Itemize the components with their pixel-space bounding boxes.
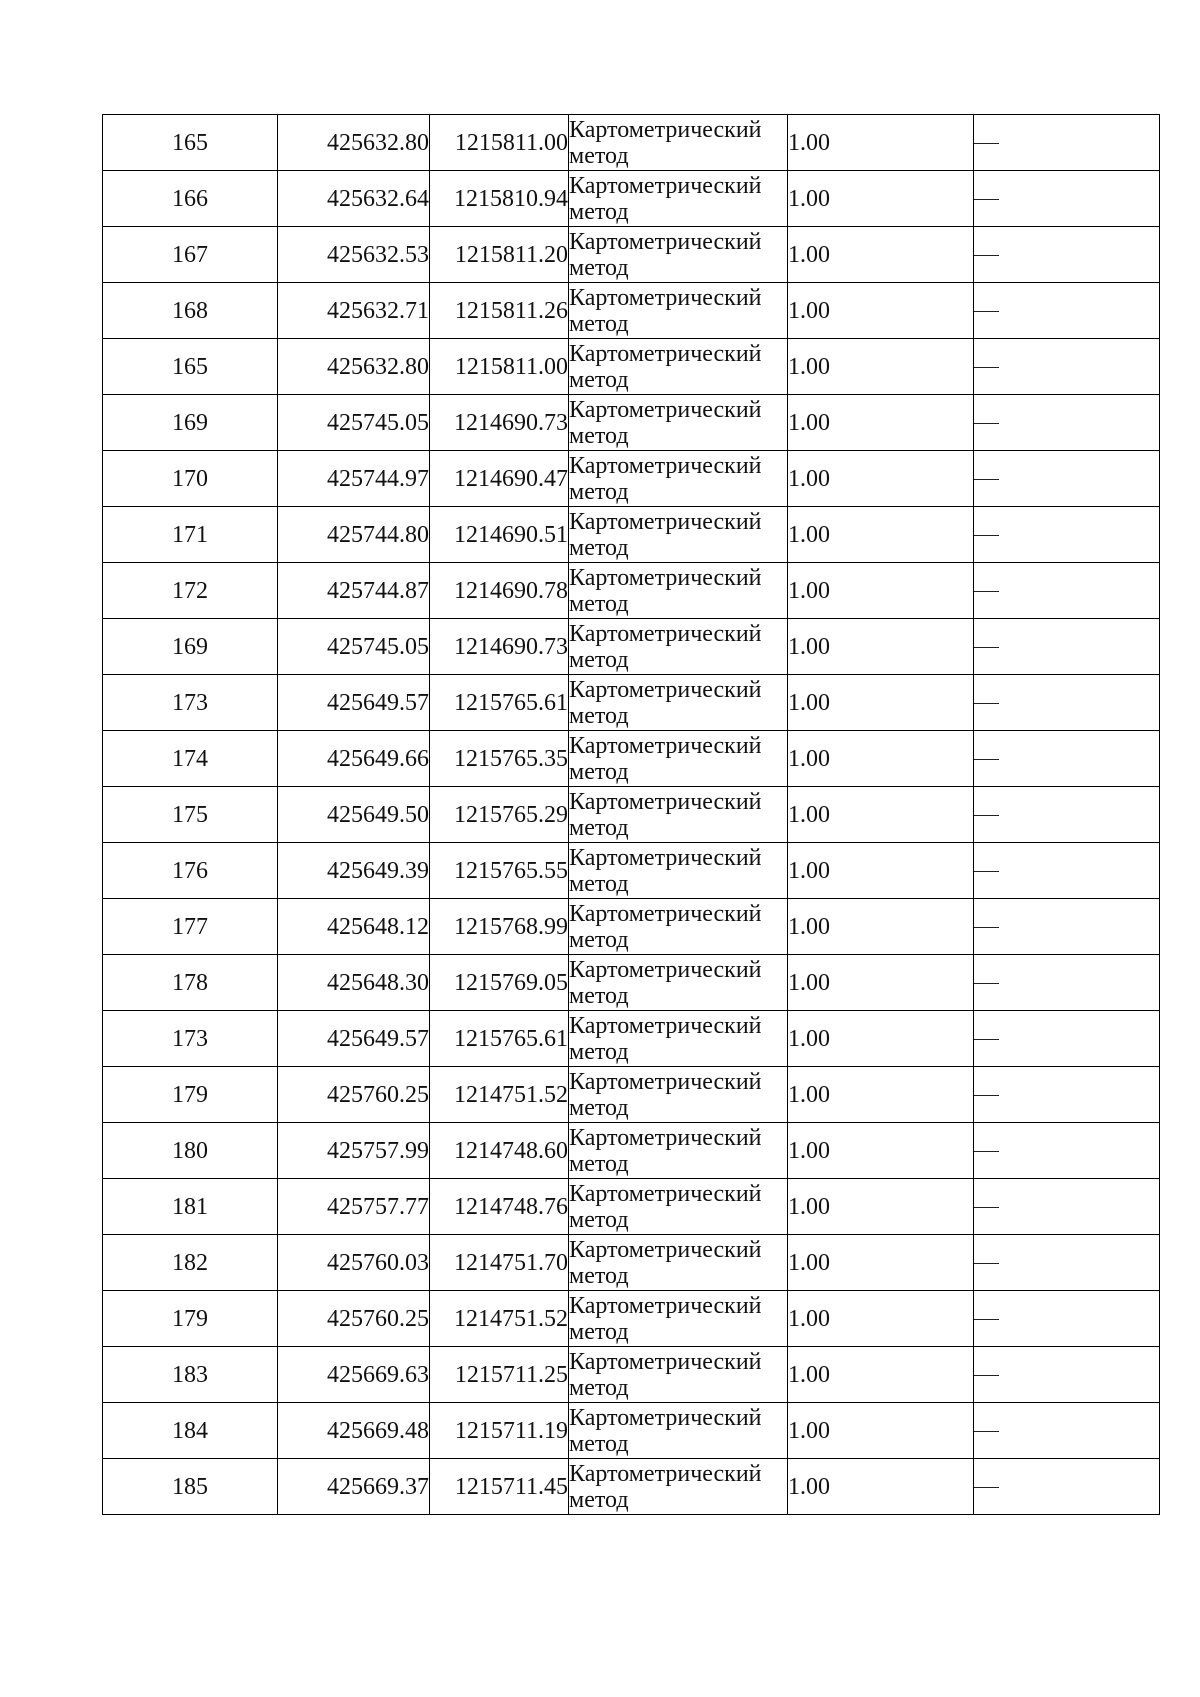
method-line-1: Картометрический [569,1180,762,1207]
dash-mark [974,1375,999,1376]
accuracy-cell: 1.00 [788,731,974,787]
x-coordinate-cell: 425648.30 [278,955,430,1011]
x-coordinate-cell: 425649.66 [278,731,430,787]
table-row [103,283,1160,339]
method-cell [569,507,788,563]
y-coordinate-cell: 1215765.61 [430,1011,569,1067]
accuracy-cell: 1.00 [788,843,974,899]
method-cell [569,1011,788,1067]
point-number-cell: 168 [103,283,278,339]
table-row [103,563,1160,619]
method-line-2: метод [569,646,629,673]
note-cell [974,1459,1160,1515]
point-number-cell: 185 [103,1459,278,1515]
accuracy-cell: 1.00 [788,563,974,619]
accuracy-cell: 1.00 [788,1459,974,1515]
y-coordinate-cell: 1214751.52 [430,1291,569,1347]
table-row [103,1347,1160,1403]
note-cell [974,339,1160,395]
dash-mark [974,1431,999,1432]
note-cell [974,787,1160,843]
method-cell [569,955,788,1011]
x-coordinate-cell: 425632.71 [278,283,430,339]
dash-mark [974,535,999,536]
x-coordinate-cell: 425757.99 [278,1123,430,1179]
method-line-2: метод [569,1038,629,1065]
method-cell [569,731,788,787]
note-cell [974,1235,1160,1291]
method-cell [569,843,788,899]
x-coordinate-cell: 425632.80 [278,115,430,171]
accuracy-cell: 1.00 [788,787,974,843]
dash-mark [974,1039,999,1040]
method-line-2: метод [569,310,629,337]
table-row [103,227,1160,283]
method-line-2: метод [569,982,629,1009]
x-coordinate-cell: 425760.25 [278,1291,430,1347]
accuracy-cell: 1.00 [788,1179,974,1235]
dash-mark [974,1151,999,1152]
x-coordinate-cell: 425649.57 [278,1011,430,1067]
method-cell [569,1235,788,1291]
method-cell [569,1347,788,1403]
table-row [103,1067,1160,1123]
x-coordinate-cell: 425632.64 [278,171,430,227]
accuracy-cell: 1.00 [788,1235,974,1291]
method-cell [569,283,788,339]
method-line-2: метод [569,422,629,449]
y-coordinate-cell: 1214690.47 [430,451,569,507]
y-coordinate-cell: 1215811.26 [430,283,569,339]
method-line-1: Картометрический [569,788,762,815]
y-coordinate-cell: 1215811.20 [430,227,569,283]
coordinates-table-body [103,115,1160,1515]
point-number-cell: 179 [103,1067,278,1123]
point-number-cell: 177 [103,899,278,955]
point-number-cell: 184 [103,1403,278,1459]
y-coordinate-cell: 1215765.55 [430,843,569,899]
x-coordinate-cell: 425632.53 [278,227,430,283]
table-row [103,899,1160,955]
point-number-cell: 167 [103,227,278,283]
method-cell [569,395,788,451]
method-cell [569,1403,788,1459]
dash-mark [974,199,999,200]
table-row [103,1459,1160,1515]
method-line-2: метод [569,926,629,953]
method-line-2: метод [569,1374,629,1401]
accuracy-cell: 1.00 [788,171,974,227]
dash-mark [974,367,999,368]
method-line-1: Картометрический [569,732,762,759]
note-cell [974,955,1160,1011]
method-cell [569,675,788,731]
accuracy-cell: 1.00 [788,395,974,451]
method-line-1: Картометрический [569,508,762,535]
method-cell [569,451,788,507]
point-number-cell: 174 [103,731,278,787]
y-coordinate-cell: 1215765.35 [430,731,569,787]
table-row [103,731,1160,787]
table-row [103,1235,1160,1291]
y-coordinate-cell: 1215711.45 [430,1459,569,1515]
method-line-1: Картометрический [569,284,762,311]
accuracy-cell: 1.00 [788,227,974,283]
point-number-cell: 171 [103,507,278,563]
y-coordinate-cell: 1215810.94 [430,171,569,227]
x-coordinate-cell: 425648.12 [278,899,430,955]
method-line-1: Картометрический [569,844,762,871]
dash-mark [974,423,999,424]
x-coordinate-cell: 425669.48 [278,1403,430,1459]
method-cell [569,787,788,843]
method-cell [569,227,788,283]
accuracy-cell: 1.00 [788,675,974,731]
method-line-1: Картометрический [569,452,762,479]
x-coordinate-cell: 425745.05 [278,395,430,451]
table-row [103,955,1160,1011]
method-line-2: метод [569,478,629,505]
dash-mark [974,1207,999,1208]
dash-mark [974,1319,999,1320]
table-row [103,675,1160,731]
method-line-1: Картометрический [569,1012,762,1039]
y-coordinate-cell: 1215711.19 [430,1403,569,1459]
note-cell [974,395,1160,451]
x-coordinate-cell: 425669.63 [278,1347,430,1403]
method-line-2: метод [569,1150,629,1177]
method-cell [569,899,788,955]
dash-mark [974,927,999,928]
method-line-1: Картометрический [569,620,762,647]
method-line-1: Картометрический [569,1068,762,1095]
method-line-2: метод [569,1486,629,1513]
method-cell [569,115,788,171]
dash-mark [974,1095,999,1096]
table-row [103,843,1160,899]
accuracy-cell: 1.00 [788,507,974,563]
note-cell [974,899,1160,955]
note-cell [974,1067,1160,1123]
method-line-2: метод [569,1318,629,1345]
point-number-cell: 170 [103,451,278,507]
note-cell [974,843,1160,899]
y-coordinate-cell: 1215811.00 [430,115,569,171]
method-line-2: метод [569,366,629,393]
point-number-cell: 173 [103,675,278,731]
accuracy-cell: 1.00 [788,283,974,339]
point-number-cell: 180 [103,1123,278,1179]
dash-mark [974,479,999,480]
method-line-2: метод [569,870,629,897]
y-coordinate-cell: 1215765.61 [430,675,569,731]
table-row [103,787,1160,843]
table-row [103,395,1160,451]
y-coordinate-cell: 1214690.73 [430,395,569,451]
note-cell [974,507,1160,563]
method-line-1: Картометрический [569,564,762,591]
method-line-2: метод [569,814,629,841]
method-cell [569,1179,788,1235]
method-line-1: Картометрический [569,1236,762,1263]
x-coordinate-cell: 425760.03 [278,1235,430,1291]
dash-mark [974,1263,999,1264]
y-coordinate-cell: 1214690.51 [430,507,569,563]
point-number-cell: 172 [103,563,278,619]
point-number-cell: 173 [103,1011,278,1067]
note-cell [974,563,1160,619]
table-row [103,1291,1160,1347]
method-line-1: Картометрический [569,340,762,367]
point-number-cell: 182 [103,1235,278,1291]
method-line-2: метод [569,1094,629,1121]
y-coordinate-cell: 1215811.00 [430,339,569,395]
method-line-2: метод [569,1262,629,1289]
table-row [103,1011,1160,1067]
method-line-1: Картометрический [569,228,762,255]
x-coordinate-cell: 425632.80 [278,339,430,395]
method-line-2: метод [569,254,629,281]
method-cell [569,171,788,227]
method-line-2: метод [569,590,629,617]
method-cell [569,1459,788,1515]
table-row [103,619,1160,675]
table-row [103,115,1160,171]
note-cell [974,1291,1160,1347]
note-cell [974,731,1160,787]
x-coordinate-cell: 425744.97 [278,451,430,507]
note-cell [974,115,1160,171]
method-line-2: метод [569,1206,629,1233]
method-line-2: метод [569,142,629,169]
table-row [103,1123,1160,1179]
table-row [103,1403,1160,1459]
dash-mark [974,1487,999,1488]
method-cell [569,1123,788,1179]
method-cell [569,619,788,675]
x-coordinate-cell: 425760.25 [278,1067,430,1123]
dash-mark [974,815,999,816]
method-line-1: Картометрический [569,1292,762,1319]
note-cell [974,1123,1160,1179]
x-coordinate-cell: 425757.77 [278,1179,430,1235]
table-row [103,507,1160,563]
point-number-cell: 169 [103,395,278,451]
point-number-cell: 179 [103,1291,278,1347]
y-coordinate-cell: 1215765.29 [430,787,569,843]
method-line-2: метод [569,534,629,561]
note-cell [974,1347,1160,1403]
x-coordinate-cell: 425744.80 [278,507,430,563]
dash-mark [974,591,999,592]
method-line-1: Картометрический [569,676,762,703]
accuracy-cell: 1.00 [788,1291,974,1347]
accuracy-cell: 1.00 [788,619,974,675]
note-cell [974,283,1160,339]
y-coordinate-cell: 1214690.73 [430,619,569,675]
y-coordinate-cell: 1214748.60 [430,1123,569,1179]
dash-mark [974,759,999,760]
accuracy-cell: 1.00 [788,1067,974,1123]
table-row [103,171,1160,227]
table-row [103,1179,1160,1235]
method-line-1: Картометрический [569,1404,762,1431]
method-cell [569,563,788,619]
x-coordinate-cell: 425744.87 [278,563,430,619]
point-number-cell: 175 [103,787,278,843]
note-cell [974,227,1160,283]
point-number-cell: 169 [103,619,278,675]
point-number-cell: 178 [103,955,278,1011]
method-line-1: Картометрический [569,172,762,199]
dash-mark [974,311,999,312]
method-line-1: Картометрический [569,1460,762,1487]
y-coordinate-cell: 1215769.05 [430,955,569,1011]
note-cell [974,1011,1160,1067]
accuracy-cell: 1.00 [788,899,974,955]
dash-mark [974,143,999,144]
method-line-1: Картометрический [569,396,762,423]
method-line-1: Картометрический [569,900,762,927]
method-line-1: Картометрический [569,1348,762,1375]
accuracy-cell: 1.00 [788,339,974,395]
dash-mark [974,871,999,872]
note-cell [974,619,1160,675]
note-cell [974,1179,1160,1235]
note-cell [974,451,1160,507]
point-number-cell: 181 [103,1179,278,1235]
method-line-2: метод [569,1430,629,1457]
x-coordinate-cell: 425649.50 [278,787,430,843]
method-line-1: Картометрический [569,116,762,143]
table-row [103,339,1160,395]
point-number-cell: 165 [103,339,278,395]
y-coordinate-cell: 1215768.99 [430,899,569,955]
accuracy-cell: 1.00 [788,1011,974,1067]
method-cell [569,1291,788,1347]
dash-mark [974,703,999,704]
x-coordinate-cell: 425649.39 [278,843,430,899]
dash-mark [974,255,999,256]
note-cell [974,675,1160,731]
x-coordinate-cell: 425745.05 [278,619,430,675]
y-coordinate-cell: 1214751.70 [430,1235,569,1291]
coordinates-table [102,114,1160,1515]
method-line-1: Картометрический [569,1124,762,1151]
method-line-2: метод [569,198,629,225]
point-number-cell: 183 [103,1347,278,1403]
method-line-2: метод [569,702,629,729]
dash-mark [974,983,999,984]
accuracy-cell: 1.00 [788,1123,974,1179]
x-coordinate-cell: 425649.57 [278,675,430,731]
point-number-cell: 166 [103,171,278,227]
y-coordinate-cell: 1214751.52 [430,1067,569,1123]
accuracy-cell: 1.00 [788,955,974,1011]
accuracy-cell: 1.00 [788,1347,974,1403]
accuracy-cell: 1.00 [788,115,974,171]
method-line-2: метод [569,758,629,785]
accuracy-cell: 1.00 [788,1403,974,1459]
note-cell [974,171,1160,227]
point-number-cell: 176 [103,843,278,899]
table-row [103,451,1160,507]
x-coordinate-cell: 425669.37 [278,1459,430,1515]
method-cell [569,339,788,395]
accuracy-cell: 1.00 [788,451,974,507]
method-line-1: Картометрический [569,956,762,983]
y-coordinate-cell: 1215711.25 [430,1347,569,1403]
note-cell [974,1403,1160,1459]
dash-mark [974,647,999,648]
y-coordinate-cell: 1214690.78 [430,563,569,619]
point-number-cell: 165 [103,115,278,171]
method-cell [569,1067,788,1123]
y-coordinate-cell: 1214748.76 [430,1179,569,1235]
